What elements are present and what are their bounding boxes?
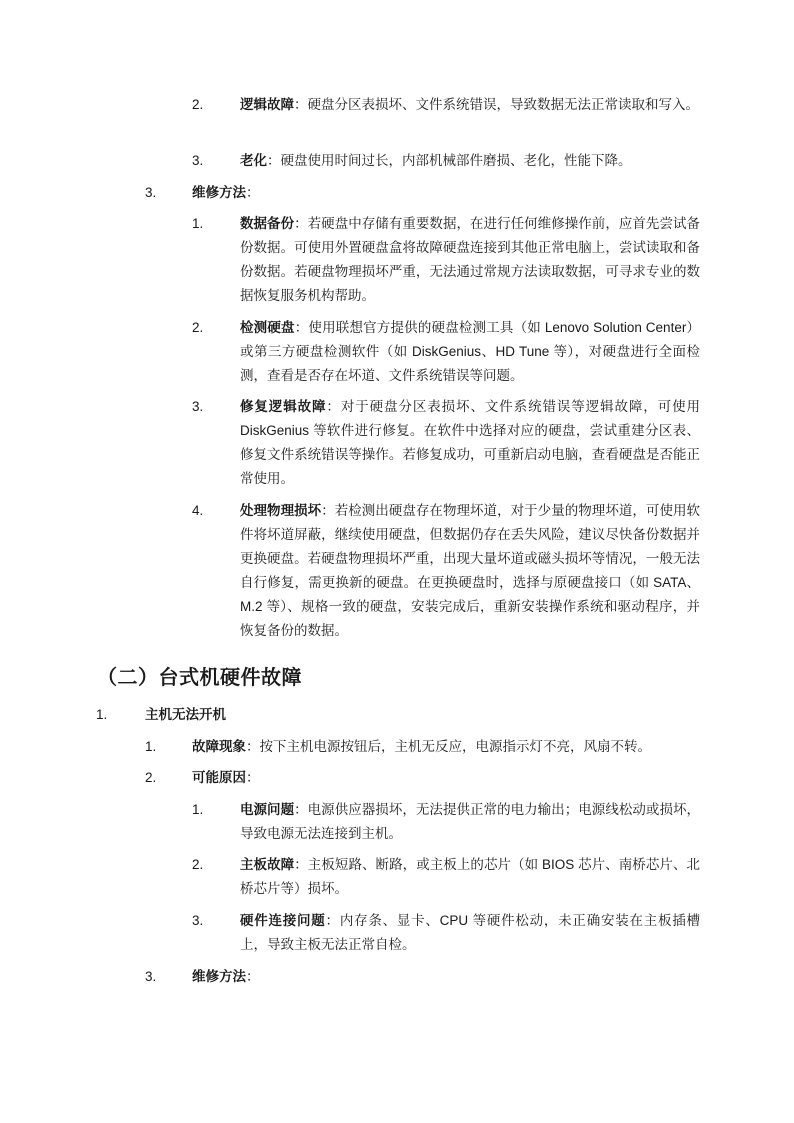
list-text bbox=[240, 149, 700, 173]
separator: ： bbox=[246, 739, 260, 754]
separator: ： bbox=[294, 802, 308, 817]
list-number: 2. bbox=[145, 770, 157, 785]
list-number: 3. bbox=[192, 153, 204, 168]
list-number: 1. bbox=[192, 802, 204, 817]
term: 硬件连接问题 bbox=[240, 913, 326, 928]
separator: ： bbox=[321, 503, 335, 518]
term: 老化 bbox=[240, 153, 267, 168]
term: 主机无法开机 bbox=[145, 707, 226, 722]
term: 电源问题 bbox=[240, 802, 295, 817]
list-text bbox=[145, 703, 700, 727]
list-text bbox=[240, 853, 700, 901]
list-text bbox=[192, 181, 700, 205]
separator: ： bbox=[294, 97, 308, 112]
section-heading: （二）台式机硬件故障 bbox=[97, 667, 302, 689]
list-number: 3. bbox=[145, 969, 157, 984]
term: 修复逻辑故障 bbox=[240, 399, 327, 414]
body: 若硬盘中存储有重要数据，在进行任何维修操作前，应首先尝试备份数据。可使用外置硬盘盒将故障硬盘连接到其他正常电脑上，尝试读取和备份数据。若硬盘物理损坏严重，无法通过常规方法读取数据，可寻求专业的数据恢复服务机构帮助。 bbox=[240, 216, 701, 303]
separator: ： bbox=[246, 969, 260, 984]
list-number: 1. bbox=[192, 216, 204, 231]
list-text bbox=[192, 766, 700, 790]
body: 对于硬盘分区表损坏、文件系统错误等逻辑故障，可使用 DiskGenius 等软件进行修复。在软件中选择对应的硬盘，尝试重建分区表、修复文件系统错误等操作。若修复成功，可重新启动电脑，查看硬盘是否能正常使用。 bbox=[240, 399, 701, 486]
list-number: 1. bbox=[145, 739, 157, 754]
list-number: 3. bbox=[192, 913, 204, 928]
body: 主板短路、断路，或主板上的芯片（如 BIOS 芯片、南桥芯片、北桥芯片等）损坏。 bbox=[240, 857, 701, 896]
list-number: 3. bbox=[145, 185, 157, 200]
list-text bbox=[240, 93, 700, 117]
list-number: 2. bbox=[192, 857, 204, 872]
separator: ： bbox=[267, 153, 281, 168]
list-text bbox=[240, 798, 700, 846]
list-text bbox=[240, 909, 700, 957]
body: 电源供应器损坏，无法提供正常的电力输出；电源线松动或损坏，导致电源无法连接到主机。 bbox=[240, 802, 701, 841]
term: 检测硬盘 bbox=[240, 320, 295, 335]
term: 维修方法 bbox=[192, 969, 246, 984]
term: 逻辑故障 bbox=[240, 97, 294, 112]
term: 故障现象 bbox=[192, 739, 246, 754]
list-number: 3. bbox=[192, 399, 204, 414]
term: 可能原因 bbox=[192, 770, 246, 785]
body: 硬盘使用时间过长，内部机械部件磨损、老化，性能下降。 bbox=[280, 153, 632, 168]
separator: ： bbox=[246, 770, 260, 785]
separator: ： bbox=[294, 857, 308, 872]
list-text bbox=[240, 316, 700, 388]
body: 若检测出硬盘存在物理坏道，对于少量的物理坏道，可使用软件将坏道屏蔽，继续使用硬盘，但数据仍存在丢失风险，建议尽快备份数据并更换硬盘。若硬盘物理损坏严重，出现大量坏道或磁头损坏等情况，一般无法自行修复，需更换新的硬盘。在更换硬盘时，选择与原硬盘接口（如 SATA、M.2 等）、规格一致的硬盘，安装完成后，重新安装操作系统和驱动程序，并恢复备份的数据。 bbox=[240, 503, 701, 638]
term: 数据备份 bbox=[240, 216, 295, 231]
body: 按下主机电源按钮后，主机无反应，电源指示灯不亮，风扇不转。 bbox=[259, 739, 651, 754]
list-number: 2. bbox=[192, 320, 204, 335]
body: 硬盘分区表损坏、文件系统错误，导致数据无法正常读取和写入。 bbox=[307, 97, 699, 112]
term: 处理物理损坏 bbox=[240, 503, 322, 518]
separator: ： bbox=[294, 216, 308, 231]
list-number: 4. bbox=[192, 503, 204, 518]
body: 内存条、显卡、CPU 等硬件松动，未正确安装在主板插槽上，导致主板无法正常自检。 bbox=[240, 913, 700, 952]
list-text bbox=[192, 735, 700, 759]
list-text bbox=[192, 965, 700, 989]
list-text bbox=[240, 212, 700, 308]
list-text bbox=[240, 395, 700, 491]
list-number: 1. bbox=[96, 707, 108, 722]
list-text bbox=[240, 499, 700, 643]
separator: ： bbox=[294, 320, 309, 335]
separator: ： bbox=[325, 913, 340, 928]
separator: ： bbox=[326, 399, 341, 414]
list-number: 2. bbox=[192, 97, 204, 112]
term: 维修方法 bbox=[192, 185, 246, 200]
separator: ： bbox=[246, 185, 260, 200]
term: 主板故障 bbox=[240, 857, 295, 872]
body: 使用联想官方提供的硬盘检测工具（如 Lenovo Solution Center）或第三方硬盘检测软件（如 DiskGenius、HD Tune 等），对硬盘进行全面检测，查看是否存在坏道、文件系统错误等问题。 bbox=[240, 320, 701, 383]
